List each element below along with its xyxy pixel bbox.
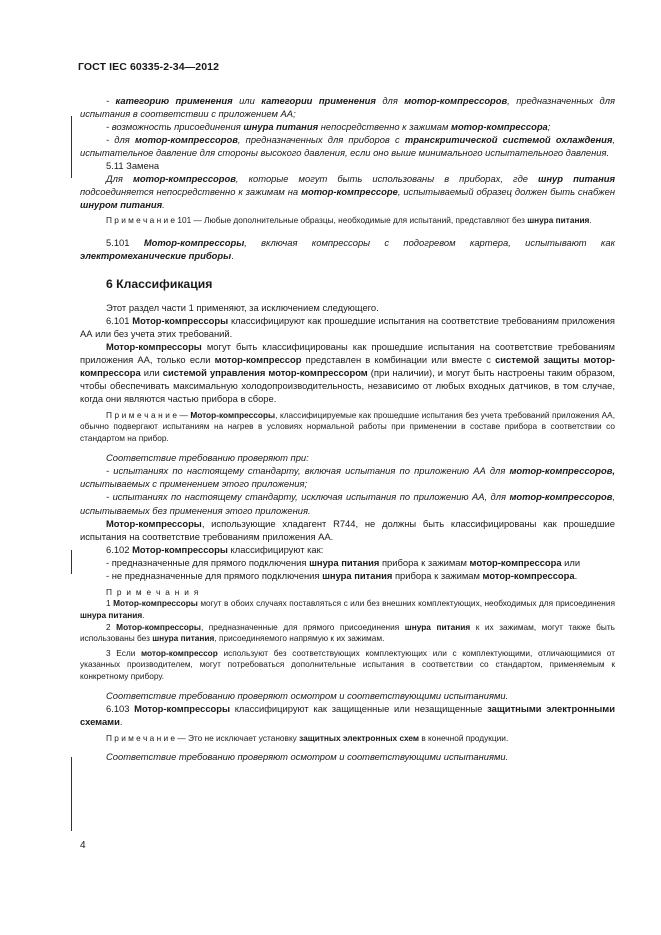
note: 1 Мотор-компрессоры могут в обоих случаях поставляться с или без внешних комплектующих, необходимых для присоединения шнура питания.: [80, 598, 615, 620]
note: П р и м е ч а н и е — Это не исключает установку защитных электронных схем в конечной продукции.: [106, 732, 509, 743]
note: 3 Если мотор-компрессор используют без соответствующих комплектующих или с комплектующими, отличающимися от указанных производителем, могут потребоваться дополнительные испытания в соответствии со стандартом, применяемым к конкретному прибору.: [80, 647, 615, 681]
paragraph: Соответствие требованию проверяют осмотром и соответствующими испытаниями.: [106, 689, 509, 701]
paragraph: Мотор-компрессоры, использующие хладагент R744, не должны быть классифицированы как прошедшие испытания на соответствие требованиям приложения АА.: [80, 517, 615, 542]
paragraph: Этот раздел части 1 применяют, за исключением следующего.: [106, 302, 379, 314]
note: 2 Мотор-компрессоры, предназначенные для прямого присоединения шнура питания к их зажимам, могут также быть использованы без шнура питания, присоединяемого напрямую к их зажимам.: [80, 621, 616, 644]
change-bar: [71, 116, 72, 178]
paragraph: - для мотор-компрессоров, предназначенных для приборов с транскритической системой охлаждения, испытательное давление для стороны высокого давления, если оно выше минимального испытательного давления.: [80, 134, 616, 159]
paragraph: Соответствие требованию проверяют осмотром и соответствующими испытаниями.: [106, 751, 509, 763]
paragraph: 5.101 Мотор-компрессоры, включая компрессоры с подогревом картера, испытывают как электромеханические приборы.: [80, 237, 615, 262]
document-body: [80, 94, 615, 763]
note: П р и м е ч а н и е — Мотор-компрессоры, классифицируемые как прошедшие испытания без учета требований приложения АА, обычно подвергают испытаниям на нагрев в условиях нормальной работы при применении в составе прибора в соответствии со стандартом на прибор.: [80, 409, 615, 443]
paragraph: Для мотор-компрессоров, которые могут быть использованы в приборах, где шнур питания подсоединяется непосредственно к зажимам на мотор-компрессоре, испытываемый образец должен быть снабжен шнуром питания.: [80, 173, 615, 211]
section-ref: 5.11 Замена: [106, 160, 160, 172]
paragraph: - категорию применения или категории применения для мотор-компрессоров, предназначенных для испытания в соответствии с приложением АА;: [80, 95, 615, 120]
note: П р и м е ч а н и е 101 — Любые дополнительные образцы, необходимые для испытаний, представляют без шнура питания.: [106, 215, 592, 226]
paragraph: 6.103 Мотор-компрессоры классифицируют как защищенные или незащищенные защитными электронными схемами.: [80, 702, 615, 727]
paragraph: - не предназначенные для прямого подключения шнура питания прибора к зажимам мотор-компрессора.: [106, 569, 578, 581]
paragraph: - предназначенные для прямого подключения шнура питания прибора к зажимам мотор-компрессора или: [106, 556, 581, 568]
paragraph: Мотор-компрессоры могут быть классифицированы как прошедшие испытания на соответствие требованиям приложения АА, только если мотор-компрессор представлен в комбинации или вместе с системой защиты мотор-компрессора или системой управления мотор-компрессором (при наличии), и могут быть настроены таким образом, чтобы обеспечивать максимальную холодопроизводительность, независимо от любых входных датчиков, в том случае, когда они являются частью прибора в сборе.: [80, 341, 616, 405]
change-bar: [71, 550, 72, 574]
page-number: 4: [80, 840, 86, 851]
paragraph: 6.102 Мотор-компрессоры классифицируют как:: [106, 543, 324, 555]
paragraph: - испытаниях по настоящему стандарту, исключая испытания по приложению АА, для мотор-компрессоров, испытываемых без применения этого приложения.: [80, 491, 615, 516]
document-header: ГОСТ IEC 60335-2-34—2012: [78, 61, 220, 73]
paragraph: - испытаниях по настоящему стандарту, включая испытания по приложению АА для мотор-компрессоров, испытываемых с применением этого приложения;: [80, 465, 615, 490]
paragraph: 6.101 Мотор-компрессоры классифицируют как прошедшие испытания на соответствие требованиям приложения АА или без учета этих требований.: [80, 315, 615, 340]
section-heading: 6 Классификация: [106, 277, 213, 292]
paragraph: Соответствие требованию проверяют при:: [106, 452, 309, 464]
paragraph: - возможность присоединения шнура питания непосредственно к зажимам мотор-компрессора;: [106, 121, 551, 133]
change-bar: [71, 757, 72, 831]
notes-heading: П р и м е ч а н и я: [106, 586, 200, 597]
